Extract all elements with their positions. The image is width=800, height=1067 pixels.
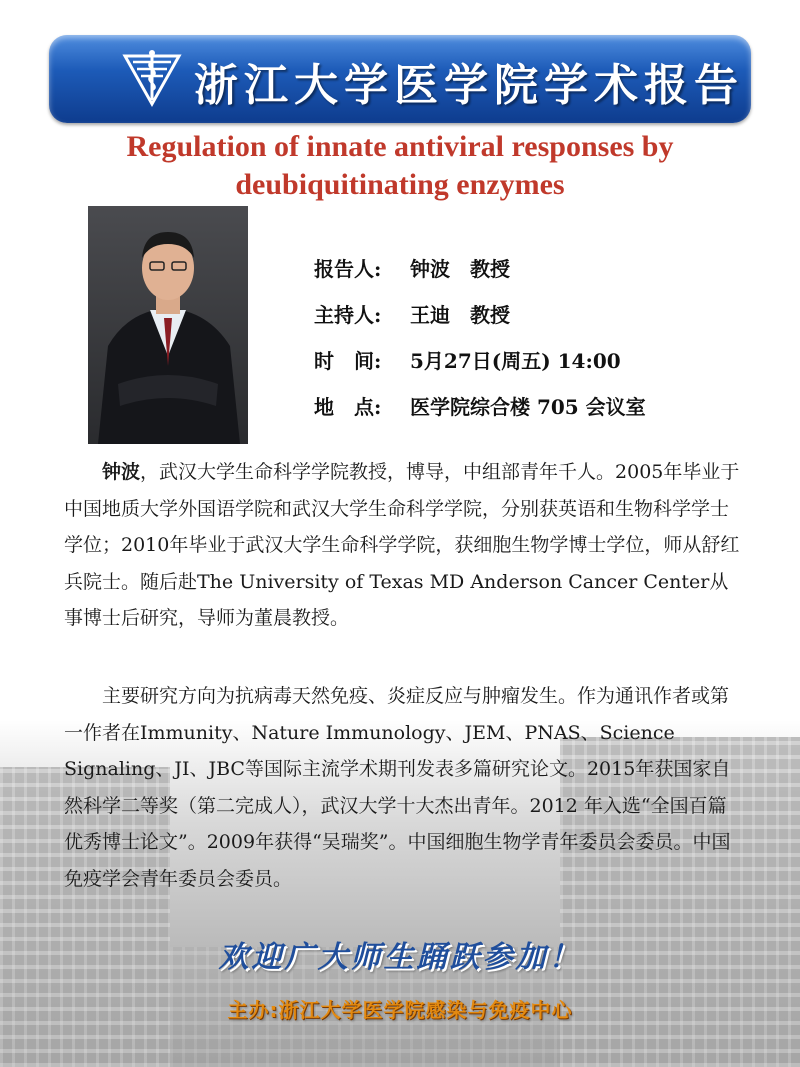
host-value: 王迪 教授 — [410, 303, 510, 327]
place-label: 地 点: — [314, 395, 382, 419]
host-label: 主持人: — [314, 303, 382, 327]
welcome-slogan: 欢迎广大师生踊跃参加！ — [218, 940, 582, 975]
place-value: 医学院综合楼 705 会议室 — [410, 395, 646, 419]
header-banner — [49, 35, 751, 123]
bio-paragraph-2 — [64, 678, 744, 897]
speaker-label: 报告人: — [314, 257, 382, 281]
bio-paragraph-1-text: ，武汉大学生命科学学院教授，博导，中组部青年千人。2005年毕业于中国地质大学外国语学院和武汉大学生命科学学院，分别获英语和生物科学学士学位；2010年毕业于武汉大学生命科学学院，获细胞生物学博士学位，师从舒红兵院士。随后赴The University of Texas MD Anderson Cancer Center从事博士后研究，导师为董晨教授。 — [64, 461, 740, 629]
sponsor-line: 主办:浙江大学医学院感染与免疫中心 — [227, 998, 573, 1022]
place-line — [314, 391, 646, 420]
speaker-line — [314, 253, 510, 282]
speaker-photo-illustration — [88, 206, 248, 444]
time-line — [314, 345, 621, 374]
speaker-portrait — [88, 206, 248, 444]
speaker-value: 钟波 教授 — [410, 257, 510, 281]
host-line — [314, 299, 510, 328]
bio-paragraph-1 — [64, 454, 744, 637]
bio-paragraph-2-text: 主要研究方向为抗病毒天然免疫、炎症反应与肿瘤发生。作为通讯作者或第一作者在Immunity、Nature Immunology、JEM、PNAS、Science Signaling、JI、JBC等国际主流学术期刊发表多篇研究论文。2015年获国家自然科学二等奖（第二完成人），武汉大学十大杰出青年。2012 年入选“全国百篇优秀博士论文”。2009年获得“吴瑞奖”。中国细胞生物学青年委员会委员。中国免疫学会青年委员会委员。 — [64, 685, 731, 890]
time-value: 5月27日(周五) 14:00 — [410, 349, 621, 373]
caduceus-emblem-icon — [121, 48, 183, 110]
talk-title: Regulation of innate antiviral responses by deubiquitinating enzymes — [126, 130, 674, 201]
banner-title: 浙江大学医学院学术报告 — [194, 60, 744, 111]
time-label: 时 间: — [314, 349, 382, 373]
bio-speaker-name: 钟波 — [102, 461, 141, 483]
